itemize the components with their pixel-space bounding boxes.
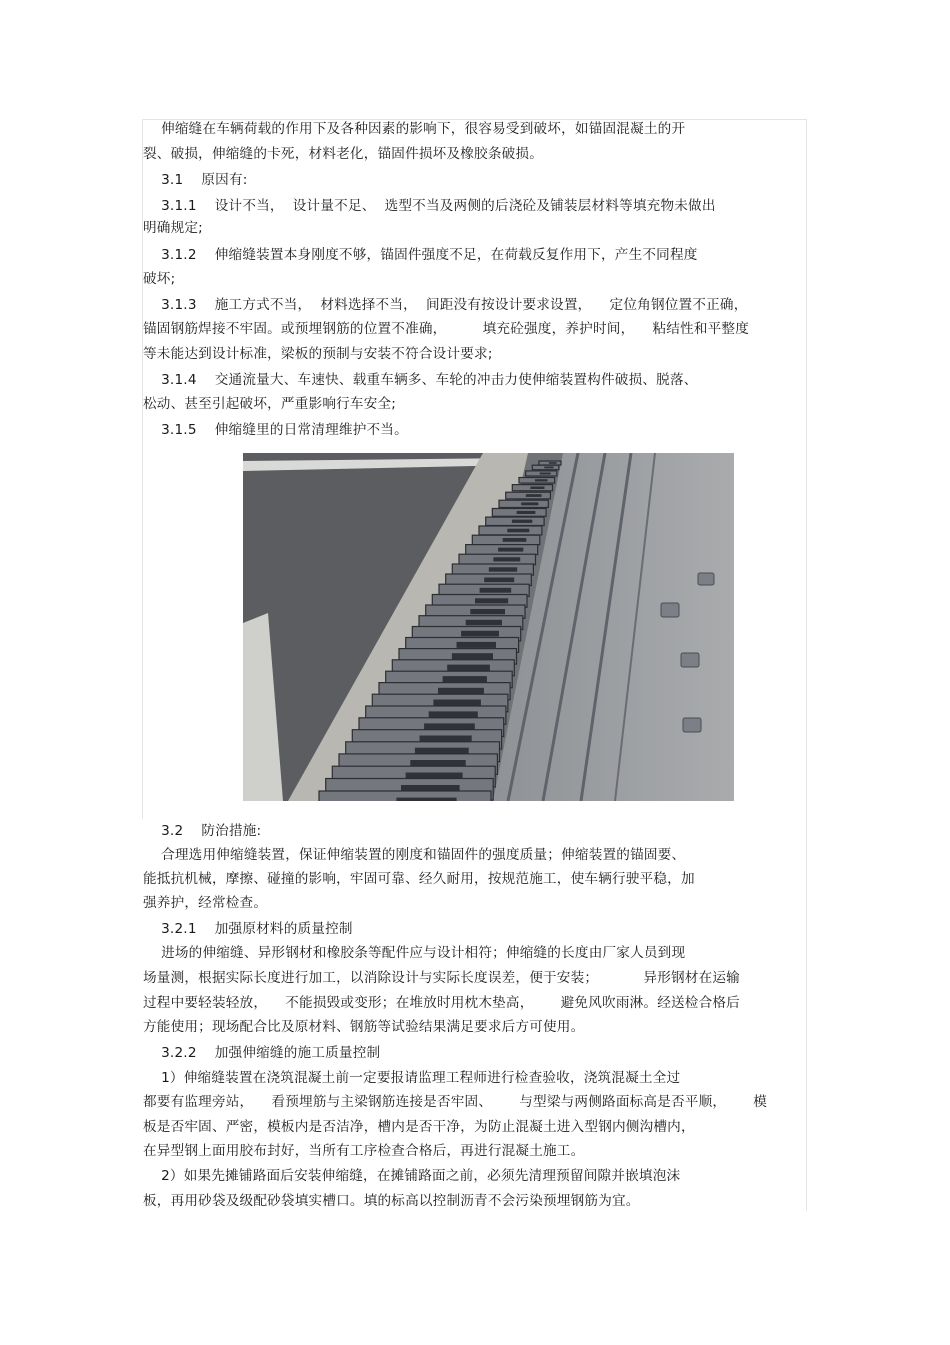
text-line: 合理选用伸缩缝装置，保证伸缩装置的刚度和锚固件的强度质量；伸缩装置的锚固要、 (143, 847, 686, 863)
section-heading: 3.1 原因有: (143, 172, 248, 188)
joint-slot (438, 688, 484, 695)
joint-slot (447, 665, 490, 671)
joint-slot (475, 598, 508, 603)
text-line: 等未能达到设计标准，梁板的预制与安装不符合设计要求; (143, 346, 493, 362)
joint-slot (493, 557, 520, 561)
joint-slot (512, 520, 532, 523)
text-line: 3.1.2 伸缩缝装置本身刚度不够，锚固件强度不足，在荷载反复作用下，产生不同程度 (143, 247, 698, 263)
joint-slot (549, 462, 557, 464)
joint-slot (521, 502, 538, 505)
joint-slot (544, 467, 553, 469)
text-line: 3.1.5 伸缩缝里的日常清理维护不当。 (143, 422, 408, 438)
text-line: 进场的伸缩缝、异形钢材和橡胶条等配件应与设计相符；伸缩缝的长度由厂家人员到现 (143, 945, 686, 961)
joint-slot (443, 676, 487, 683)
joint-slot (526, 494, 542, 497)
text-line: 裂、破损，伸缩缝的卡死，材料老化，锚固件损坏及橡胶条破损。 (143, 146, 544, 162)
joint-slot (470, 609, 505, 614)
text-line: 2）如果先摊铺路面后安装伸缩缝，在摊铺路面之前，必须先清理预留间隙并嵌填泡沫 (143, 1168, 681, 1184)
text-line: 3.1.1 设计不当， 设计量不足、 选型不当及两侧的后浇砼及铺装层材料等填充物未做出 (143, 198, 716, 214)
joint-slot (396, 798, 456, 801)
joint-slot (457, 642, 497, 648)
joint-slot (466, 620, 502, 626)
joint-slot (535, 479, 548, 481)
text-line: 方能使用；现场配合比及原材料、钢筋等试验结果满足要求后方可使用。 (143, 1019, 585, 1035)
section-heading: 3.2.2 加强伸缩缝的施工质量控制 (143, 1045, 381, 1061)
joint-slot (507, 529, 529, 533)
text-line: 伸缩缝在车辆荷载的作用下及各种因素的影响下，很容易受到破坏，如锚固混凝土的开 (143, 121, 686, 137)
joint-slot (489, 567, 517, 571)
text-line: 能抵抗机械，摩擦、碰撞的影响，牢固可靠、经久耐用，按规范施工，使车辆行驶平稳，加 (143, 871, 695, 887)
section-heading: 3.2 防治措施: (143, 823, 262, 839)
text-line: 板是否牢固、严密，模板内是否洁净，槽内是否干净，为防止混凝土进入型钢内侧沟槽内， (143, 1119, 695, 1135)
text-line: 3.1.3 施工方式不当， 材料选择不当， 间距没有按设计要求设置， 定位角钢位置不正确， (143, 297, 748, 313)
joint-slot (503, 538, 527, 542)
frame-right-rule (806, 119, 807, 1211)
joint-slot (452, 653, 493, 659)
joint-slot (461, 631, 499, 637)
section-heading: 3.2.1 加强原材料的质量控制 (143, 921, 353, 937)
joint-slot (540, 473, 551, 475)
text-line: 都要有监理旁站， 看预埋筋与主梁钢筋连接是否牢固、 与型梁与两侧路面标高是否平顺， 模 (143, 1094, 768, 1110)
text-line: 在异型钢上面用胶布封好，当所有工序检查合格后，再进行混凝土施工。 (143, 1143, 585, 1159)
text-line: 场量测，根据实际长度进行加工，以消除设计与实际长度误差，便于安装； 异形钢材在运输 (143, 970, 740, 986)
text-line: 松动、甚至引起破坏，严重影响行车安全; (143, 396, 397, 412)
text-line: 强养护，经常检查。 (143, 895, 268, 911)
text-line: 明确规定; (143, 220, 203, 236)
text-line: 过程中要轻装轻放， 不能损毁或变形；在堆放时用枕木垫高， 避免风吹雨淋。经送检合格后 (143, 995, 740, 1011)
joint-slot (498, 548, 523, 552)
text-line: 1）伸缩缝装置在浇筑混凝土前一定要报请监理工程师进行检查验收，浇筑混凝土全过 (143, 1070, 681, 1086)
joint-slot (484, 578, 514, 583)
expansion-joint-photo (243, 453, 734, 801)
joint-slot (530, 487, 544, 490)
joint-slot (480, 588, 512, 593)
text-line: 3.1.4 交通流量大、车速快、载重车辆多、车轮的冲击力使伸缩装置构件破损、脱落、 (143, 372, 698, 388)
text-line: 锚固钢筋焊接不牢固。或预埋钢筋的位置不准确， 填充砼强度，养护时间， 粘结性和平整度 (143, 321, 749, 337)
text-line: 破坏; (143, 271, 176, 287)
text-line: 板，再用砂袋及级配砂袋填实槽口。填的标高以控制沥青不会污染预埋钢筋为宜。 (143, 1193, 640, 1209)
joint-slot (517, 511, 536, 514)
